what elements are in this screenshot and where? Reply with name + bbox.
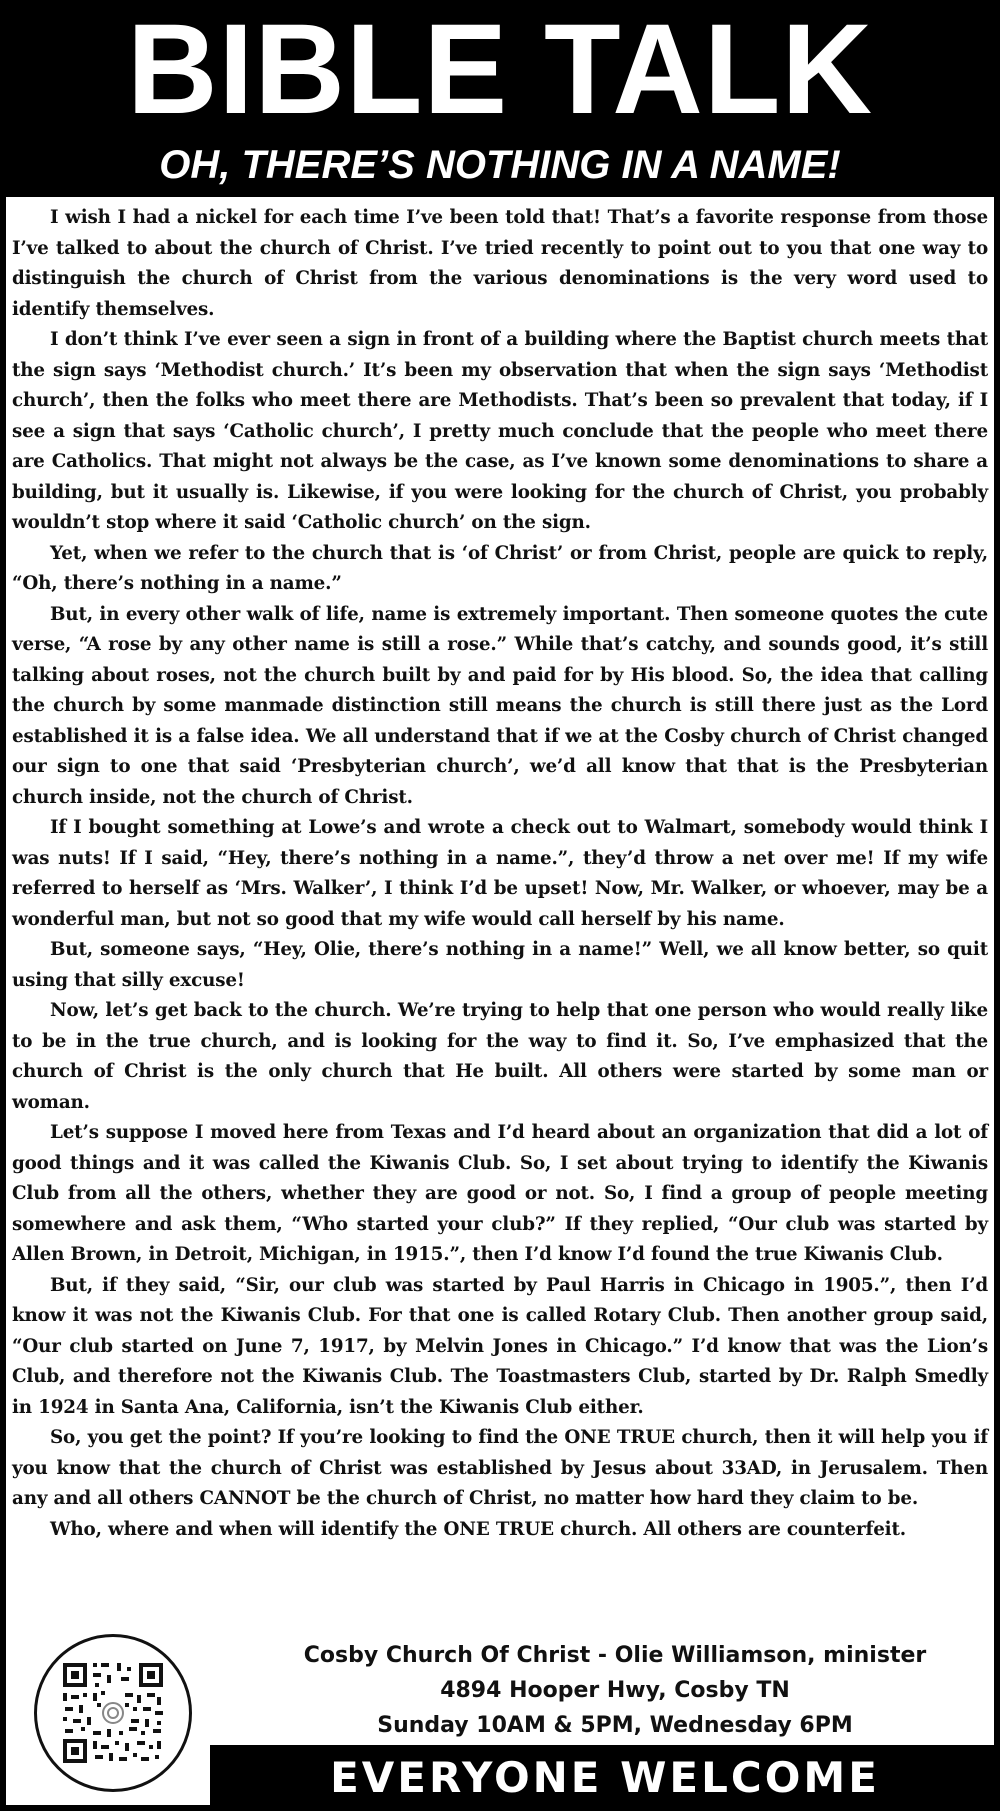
page-title: BIBLE TALK [126, 0, 874, 141]
paragraph-9: But, if they said, “Sir, our club was started by Paul Harris in Chicago in 1905.”, then I’d know it was not the Kiwanis Club. For that one is called Rotary Club. Then another group said, “Our club started on June 7, 1917, by Melvin Jones in Chicago.” I’d know that was the Lion’s Club, and therefore not the Kiwanis Club. The Toastmasters Club, started by Dr. Ralph Smedly in 1924 in Santa Ana, California, isn’t the Kiwanis Club either. [12, 1274, 988, 1418]
paragraph-2: I don’t think I’ve ever seen a sign in front of a building where the Baptist church meets that the sign says ‘Methodist church.’ It’s been my observation that when the sign says ‘Methodist church’, then the folks who meet there are Methodists. That’s been so prevalent that today, if I see a sign that says ‘Catholic church’, I pretty much conclude that the people who meet there are Catholics. That might not always be the case, as I’ve known some denominations to share a building, but it usually is. Likewise, if you were looking for the church of Christ, you probably wouldn’t stop where it said ‘Catholic church’ on the sign. [12, 329, 988, 533]
header-banner [0, 0, 1000, 197]
paragraph-11: Who, where and when will identify the ONE TRUE church. All others are counterfeit. [50, 1518, 906, 1540]
service-times-line: Sunday 10AM & 5PM, Wednesday 6PM [377, 1713, 853, 1738]
paragraph-4: But, in every other walk of life, name is extremely important. Then someone quotes the cute verse, “A rose by any other name is still a rose.” While that’s catchy, and sounds good, it’s still talking about roses, not the church built by and paid for by His blood. So, the idea that calling the church by some manmade distinction still means the church is still there just as the Lord established it is a false idea. We all understand that if we at the Cosby church of Christ changed our sign to one that said ‘Presbyterian church’, we’d all know that that is the Presbyterian church inside, not the church of Christ. [12, 603, 988, 808]
church-info [230, 1638, 1000, 1743]
paragraph-6: But, someone says, “Hey, Olie, there’s nothing in a name!” Well, we all know better, so quit using that silly excuse! [12, 939, 988, 991]
paragraph-1: I wish I had a nickel for each time I’ve been told that! That’s a favorite response from those I’ve talked to about the church of Christ. I’ve tried recently to point out to you that one way to distinguish the church of Christ from the various denominations is the very word used to identify themselves. [12, 207, 988, 320]
qr-code-graphic [37, 1637, 189, 1789]
qr-code-icon[interactable] [34, 1634, 192, 1792]
article-body [12, 203, 988, 1545]
paragraph-10: So, you get the point? If you’re looking to find the ONE TRUE church, then it will help you if you know that the church of Christ was established by Jesus about 33AD, in Jerusalem. Then any and all others CANNOT be the church of Christ, no matter how hard they claim to be. [12, 1427, 988, 1509]
paragraph-7: Now, let’s get back to the church. We’re trying to help that one person who would really like to be in the true church, and is looking for the way to find it. So, I’ve emphasized that the church of Christ is the only church that He built. All others were started by some man or woman. [12, 1000, 988, 1113]
church-name-line: Cosby Church Of Christ - Olie Williamson, minister [303, 1643, 927, 1668]
paragraph-3: Yet, when we refer to the church that is ‘of Christ’ or from Christ, people are quick to reply, “Oh, there’s nothing in a name.” [12, 542, 988, 594]
paragraph-8: Let’s suppose I moved here from Texas and I’d heard about an organization that did a lot of good things and it was called the Kiwanis Club. So, I set about trying to identify the Kiwanis Club from all the others, whether they are good or not. So, I find a group of people meeting somewhere and ask them, “Who started your club?” If they replied, “Our club was started by Allen Brown, in Detroit, Michigan, in 1915.”, then I’d know I’d found the true Kiwanis Club. [12, 1122, 988, 1265]
page-subtitle: OH, THERE’S NOTHING IN A NAME! [159, 143, 841, 187]
paragraph-5: If I bought something at Lowe’s and wrote a check out to Walmart, somebody would think I was nuts! If I said, “Hey, there’s nothing in a name.”, they’d throw a net over me! If my wife referred to herself as ‘Mrs. Walker’, I think I’d be upset! Now, Mr. Walker, or whoever, may be a wonderful man, but not so good that my wife would call herself by his name. [12, 817, 988, 930]
church-address-line: 4894 Hooper Hwy, Cosby TN [440, 1678, 790, 1703]
welcome-banner: EVERYONE WELCOME [210, 1745, 1000, 1811]
